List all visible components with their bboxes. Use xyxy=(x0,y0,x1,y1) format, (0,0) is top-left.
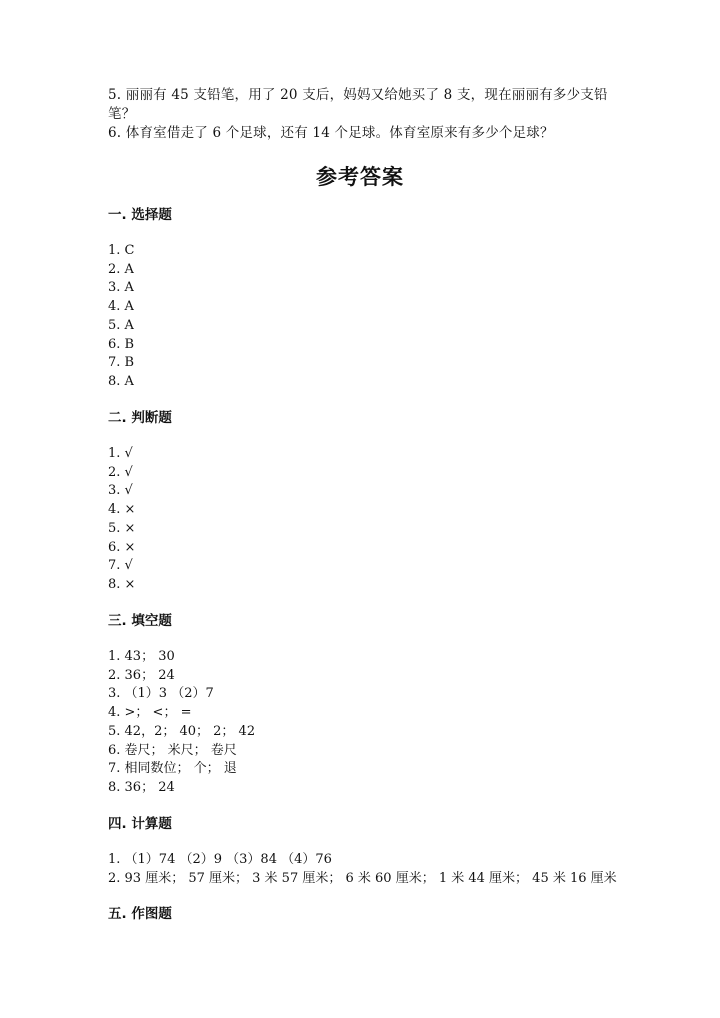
answer-item: 1. C xyxy=(108,243,135,258)
section-heading-fill-blanks: 三. 填空题 xyxy=(108,613,172,629)
answer-item: 4. A xyxy=(108,299,134,315)
answer-item: 1. √ xyxy=(108,446,133,461)
answer-item: 6. × xyxy=(108,539,136,555)
answer-item: 3. A xyxy=(108,280,134,296)
answer-item: 8. × xyxy=(108,576,136,592)
answers-calculation xyxy=(108,851,628,888)
answer-item: 2. 36； 24 xyxy=(108,667,175,683)
section-heading-true-false: 二. 判断题 xyxy=(108,410,172,426)
answer-item: 4. × xyxy=(108,502,136,518)
answer-item: 1. （1）74 （2）9 （3）84 （4）76 xyxy=(108,852,332,867)
answer-item: 2. A xyxy=(108,261,134,277)
answer-item: 8. 36； 24 xyxy=(108,779,175,795)
answer-item: 7. 相同数位； 个； 退 xyxy=(108,761,237,777)
answer-key-title: 参考答案 xyxy=(316,165,404,189)
answer-item: 5. 42，2； 40； 2； 42 xyxy=(108,723,256,739)
answer-item: 5. A xyxy=(108,317,134,333)
answer-item: 6. B xyxy=(108,336,135,352)
answers-true-false xyxy=(108,445,628,595)
answer-item: 6. 卷尺； 米尺； 卷尺 xyxy=(108,742,237,758)
problem-6: 6. 体育室借走了 6 个足球，还有 14 个足球。体育室原来有多少个足球？ xyxy=(108,125,554,141)
answer-item: 4. >； <； = xyxy=(108,705,192,721)
section-heading-drawing: 五. 作图题 xyxy=(108,906,172,922)
problem-5: 5. 丽丽有 45 支铅笔，用了 20 支后，妈妈又给她买了 8 支，现在丽丽有多少支铅笔？ xyxy=(108,87,608,122)
answer-item: 8. A xyxy=(108,373,134,389)
answer-item: 2. √ xyxy=(108,464,133,480)
answer-item: 3. √ xyxy=(108,483,133,499)
answer-item: 7. B xyxy=(108,355,135,371)
answers-fill-blanks xyxy=(108,648,628,798)
section-heading-calculation: 四. 计算题 xyxy=(108,816,172,832)
answer-item: 3. （1）3 （2）7 xyxy=(108,686,214,702)
answer-item: 2. 93 厘米； 57 厘米； 3 米 57 厘米； 6 米 60 厘米； 1 米 44 厘米； 45 米 16 厘米 xyxy=(108,870,617,886)
answer-item: 5. × xyxy=(108,520,136,536)
section-heading-multiple-choice: 一. 选择题 xyxy=(108,207,172,223)
answer-item: 7. √ xyxy=(108,558,133,574)
answers-multiple-choice xyxy=(108,242,628,392)
word-problems xyxy=(108,86,618,143)
answer-item: 1. 43； 30 xyxy=(108,649,175,664)
